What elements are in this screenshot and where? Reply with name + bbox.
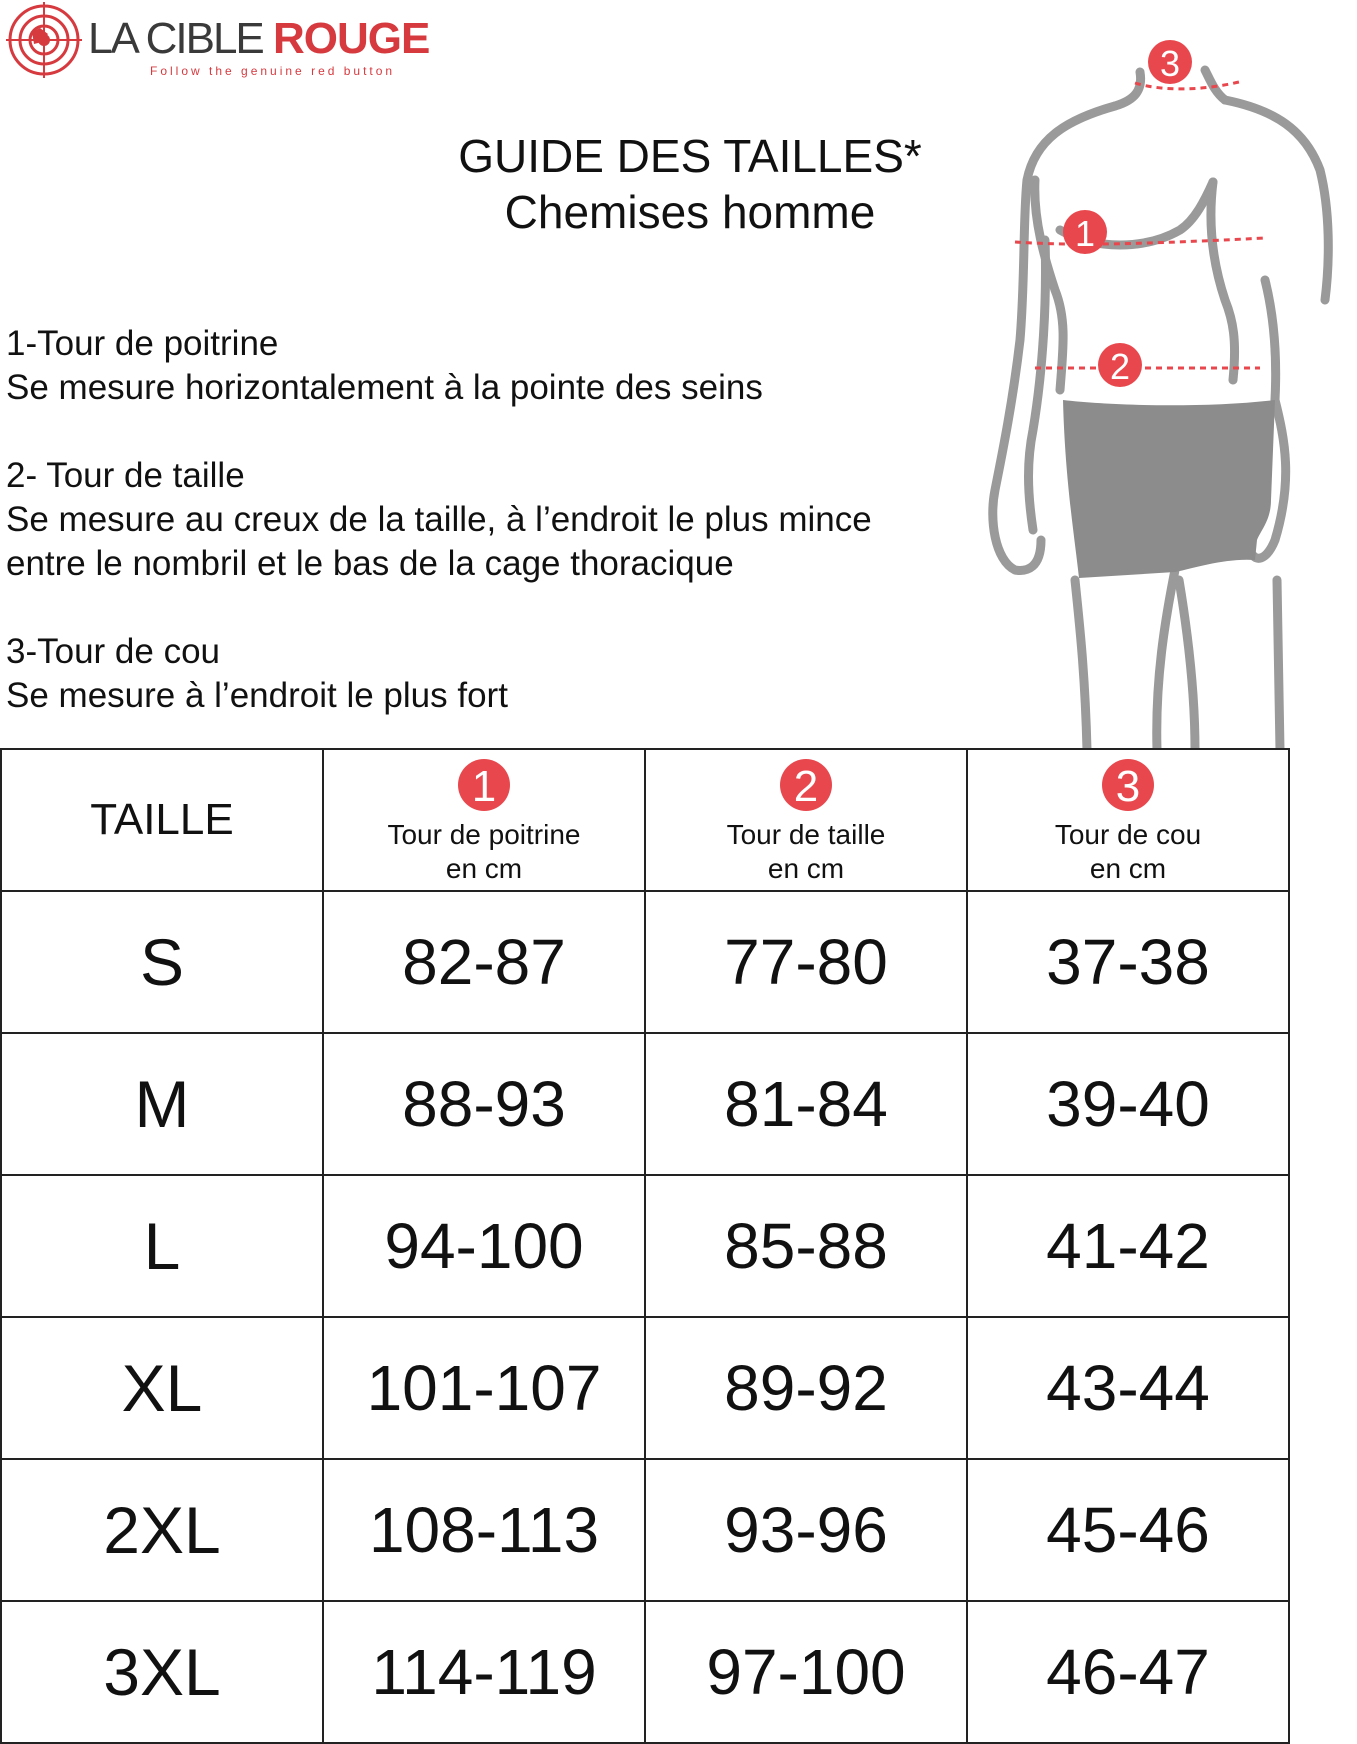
waist-value: 93-96 [645, 1459, 967, 1601]
table-row [1, 1033, 1289, 1175]
neck-value: 37-38 [967, 891, 1289, 1033]
waist-value: 89-92 [645, 1317, 967, 1459]
chest-value: 94-100 [323, 1175, 645, 1317]
table-row [1, 1601, 1289, 1743]
svg-text:2: 2 [1109, 346, 1131, 387]
title-line-1: GUIDE DES TAILLES* [458, 130, 922, 182]
header-neck: 3 Tour de cou en cm [967, 749, 1289, 891]
instruction-chest: 1-Tour de poitrine Se mesure horizontalement à la pointe des seins [6, 324, 763, 407]
size-label: M [1, 1033, 323, 1175]
chest-value: 82-87 [323, 891, 645, 1033]
waist-value: 85-88 [645, 1175, 967, 1317]
size-label: L [1, 1175, 323, 1317]
svg-text:2: 2 [793, 762, 819, 811]
brand-accent: ROUGE [273, 14, 430, 63]
instruction-neck: 3-Tour de cou Se mesure à l’endroit le plus fort [6, 632, 508, 715]
brand-name: LA CIBLE ROUGE [88, 14, 430, 63]
body-measurement-figure [975, 20, 1357, 750]
header-waist: 2 Tour de taille en cm [645, 749, 967, 891]
svg-text:3: 3 [1115, 762, 1141, 811]
size-label: 2XL [1, 1459, 323, 1601]
neck-value: 46-47 [967, 1601, 1289, 1743]
shorts-shape [1063, 400, 1275, 578]
size-label: S [1, 891, 323, 1033]
table-header-row [1, 749, 1289, 891]
neck-value: 41-42 [967, 1175, 1289, 1317]
instruction-waist: 2- Tour de taille Se mesure au creux de la taille, à l’endroit le plus mince entre le nombril et le bas de la cage thoracique [6, 456, 872, 583]
page-title [380, 128, 1000, 240]
chest-value: 114-119 [323, 1601, 645, 1743]
neck-value: 43-44 [967, 1317, 1289, 1459]
table-row [1, 891, 1289, 1033]
svg-text:1: 1 [1074, 213, 1096, 254]
size-table [0, 748, 1290, 1744]
measurement-instructions [6, 322, 872, 718]
waist-value: 81-84 [645, 1033, 967, 1175]
table-row [1, 1317, 1289, 1459]
waist-marker-icon [1098, 343, 1142, 387]
table-row [1, 1175, 1289, 1317]
neck-badge-icon [1101, 758, 1155, 812]
header-size: TAILLE [1, 749, 323, 891]
chest-value: 88-93 [323, 1033, 645, 1175]
chest-badge-icon [457, 758, 511, 812]
svg-text:3: 3 [1159, 43, 1181, 84]
brand-tagline: Follow the genuine red button [150, 64, 396, 78]
brand-logo [4, 0, 454, 80]
chest-value: 108-113 [323, 1459, 645, 1601]
header-chest: 1 Tour de poitrine en cm [323, 749, 645, 891]
neck-value: 39-40 [967, 1033, 1289, 1175]
target-logo-icon [4, 2, 84, 78]
chest-marker-icon [1063, 210, 1107, 254]
neck-value: 45-46 [967, 1459, 1289, 1601]
svg-text:1: 1 [471, 762, 497, 811]
waist-value: 97-100 [645, 1601, 967, 1743]
neck-marker-icon [1148, 40, 1192, 84]
waist-badge-icon [779, 758, 833, 812]
waist-value: 77-80 [645, 891, 967, 1033]
title-line-2: Chemises homme [504, 186, 876, 238]
size-label: 3XL [1, 1601, 323, 1743]
table-row [1, 1459, 1289, 1601]
size-label: XL [1, 1317, 323, 1459]
chest-value: 101-107 [323, 1317, 645, 1459]
